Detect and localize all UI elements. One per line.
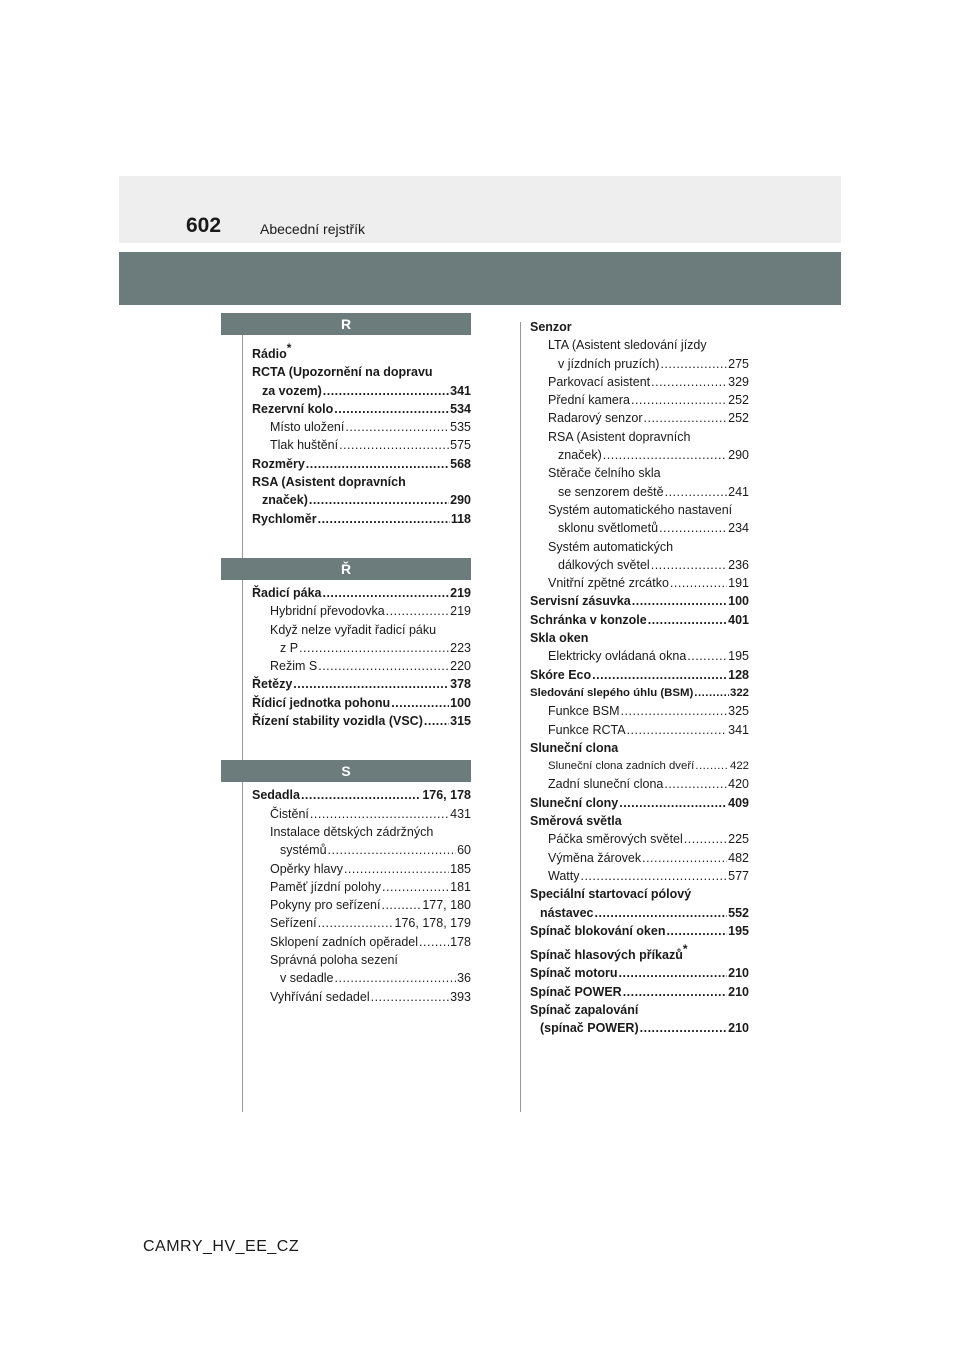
page-title: Abecední rejstřík — [260, 221, 366, 237]
index-column-left — [252, 313, 471, 1006]
index-entry: Rádio* — [252, 341, 292, 361]
index-entry: Vyhřívání sedadel ..... 393 — [252, 988, 471, 1006]
index-entry: Radarový senzor ..... 252 — [530, 409, 749, 427]
index-entry: Speciální startovací pólový — [530, 887, 692, 902]
index-entry: Spínač POWER ..... 210 — [530, 983, 749, 1001]
index-entry: Místo uložení ..... 535 — [252, 418, 471, 436]
index-entry: Sluneční clony ..... 409 — [530, 794, 749, 812]
index-entry: nástavec ..... 552 — [530, 904, 749, 922]
header-band — [119, 176, 841, 243]
index-entry: Systém automatického nastavení — [548, 502, 733, 517]
section-header-r: R — [221, 313, 471, 335]
header-dark-band — [119, 252, 841, 305]
section-header-s: S — [221, 760, 471, 782]
index-entry: Přední kamera ..... 252 — [530, 391, 749, 409]
index-entry: Funkce BSM ..... 325 — [530, 702, 749, 720]
index-entry: Režim S ..... 220 — [252, 657, 471, 675]
index-entry: Pokyny pro seřízení ..... 177, 180 — [252, 896, 471, 914]
index-entry: Funkce RCTA ..... 341 — [530, 721, 749, 739]
index-entry: Parkovací asistent ..... 329 — [530, 373, 749, 391]
index-entry: Tlak huštění ..... 575 — [252, 436, 471, 454]
index-entry: Skóre Eco ..... 128 — [530, 666, 749, 684]
index-entry: Sluneční clona zadních dveří ..... 422 — [530, 757, 749, 775]
index-entry: Spínač blokování oken ..... 195 — [530, 922, 749, 940]
index-entry: Výměna žárovek ..... 482 — [530, 849, 749, 867]
index-entry: značek) ..... 290 — [252, 491, 471, 509]
index-entry: za vozem) ..... 341 — [252, 382, 471, 400]
index-entry: Schránka v konzole ..... 401 — [530, 611, 749, 629]
index-entry: Řetězy ..... 378 — [252, 675, 471, 693]
index-entry: Řízení stability vozidla (VSC) ..... 315 — [252, 712, 471, 730]
column-rule-left — [242, 322, 243, 1112]
index-entry: v jízdních pruzích) ..... 275 — [530, 355, 749, 373]
index-entry: v sedadle ..... 36 — [252, 969, 471, 987]
index-entry: Řadicí páka ..... 219 — [252, 584, 471, 602]
index-entry: RSA (Asistent dopravních — [548, 429, 691, 444]
index-entry: Zadní sluneční clona ..... 420 — [530, 775, 749, 793]
index-entry: Sluneční clona — [530, 740, 619, 755]
index-entry: Elektricky ovládaná okna ..... 195 — [530, 647, 749, 665]
index-entry: Rezervní kolo ..... 534 — [252, 400, 471, 418]
index-entry: značek) ..... 290 — [530, 446, 749, 464]
index-entry: Opěrky hlavy ..... 185 — [252, 860, 471, 878]
asterisk-mark: * — [682, 942, 688, 957]
index-entry: Senzor — [530, 320, 572, 334]
index-entry: sklonu světlometů ..... 234 — [530, 519, 749, 537]
asterisk-mark: * — [286, 341, 292, 355]
index-entry: Rozměry ..... 568 — [252, 455, 471, 473]
index-entry: RCTA (Upozornění na dopravu — [252, 365, 433, 380]
index-entry: systémů ..... 60 — [252, 841, 471, 859]
index-entry: Směrová světla — [530, 814, 622, 829]
column-rule-right — [520, 322, 521, 1112]
index-entry: Stěrače čelního skla — [548, 466, 661, 481]
index-entry: Rychloměr ..... 118 — [252, 510, 471, 528]
index-entry: Systém automatických — [548, 539, 674, 554]
index-entry: RSA (Asistent dopravních — [252, 475, 406, 490]
index-entry: LTA (Asistent sledování jízdy — [548, 338, 707, 353]
index-entry: Správná poloha sezení — [270, 953, 398, 968]
index-entry: Sledování slepého úhlu (BSM) ..... 322 — [530, 684, 749, 702]
index-entry: z P ..... 223 — [252, 639, 471, 657]
index-entry: Když nelze vyřadit řadicí páku — [270, 622, 437, 637]
index-entry: Řídicí jednotka pohonu ..... 100 — [252, 694, 471, 712]
index-entry: Spínač zapalování — [530, 1002, 639, 1017]
index-entry: Paměť jízdní polohy ..... 181 — [252, 878, 471, 896]
index-entry: Hybridní převodovka ..... 219 — [252, 602, 471, 620]
index-entry: Instalace dětských zádržných — [270, 824, 434, 839]
index-entry: Spínač hlasových příkazů* — [530, 942, 688, 963]
index-entry: Watty ..... 577 — [530, 867, 749, 885]
index-entry: Sklopení zadních opěradel ..... 178 — [252, 933, 471, 951]
index-column-right — [530, 318, 749, 1038]
index-entry: Spínač motoru ..... 210 — [530, 964, 749, 982]
index-entry: se senzorem deště ..... 241 — [530, 483, 749, 501]
index-entry: Sedadla ..... 176, 178 — [252, 786, 471, 804]
index-entry: Čistění ..... 431 — [252, 805, 471, 823]
index-entry: Servisní zásuvka ..... 100 — [530, 592, 749, 610]
index-entry: (spínač POWER) ..... 210 — [530, 1019, 749, 1037]
index-entry: Skla oken — [530, 631, 589, 646]
index-entry: Páčka směrových světel ..... 225 — [530, 830, 749, 848]
section-header-rr: Ř — [221, 558, 471, 580]
page-number: 602 — [186, 214, 222, 237]
index-entry: Vnitřní zpětné zrcátko ..... 191 — [530, 574, 749, 592]
footer-code: CAMRY_HV_EE_CZ — [143, 1238, 300, 1255]
index-entry: Seřízení ..... 176, 178, 179 — [252, 914, 471, 932]
index-entry: dálkových světel ..... 236 — [530, 556, 749, 574]
